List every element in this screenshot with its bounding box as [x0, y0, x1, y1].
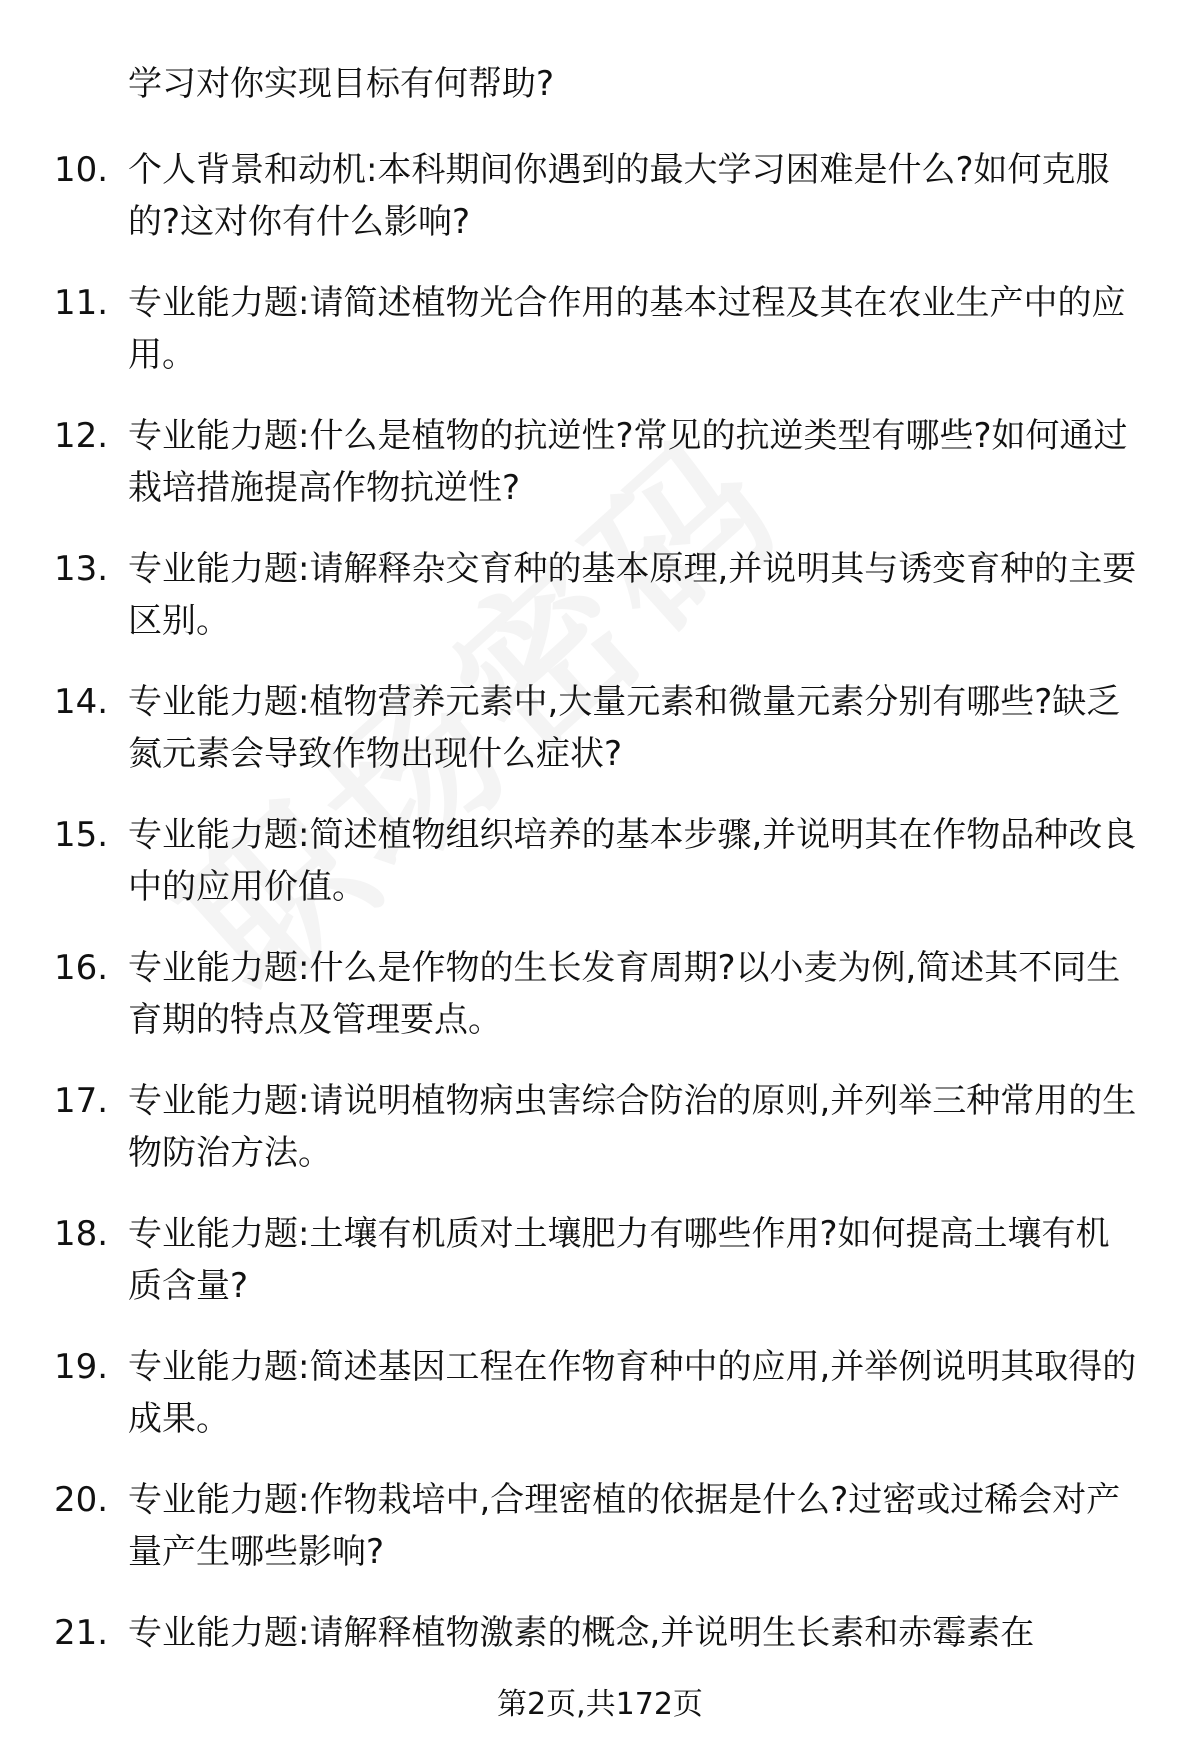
question-number: 18.: [54, 1214, 109, 1254]
question-item: [0, 676, 1200, 809]
question-number: 12.: [54, 416, 109, 456]
question-number: 17.: [54, 1081, 109, 1121]
question-text: 专业能力题:什么是植物的抗逆性?常见的抗逆类型有哪些?如何通过栽培措施提高作物抗逆性?: [128, 416, 1128, 508]
question-text: 专业能力题:植物营养元素中,大量元素和微量元素分别有哪些?缺乏氮元素会导致作物出现什么症状?: [128, 682, 1121, 774]
question-item: [0, 144, 1200, 277]
question-item: [0, 1075, 1200, 1208]
question-text: 专业能力题:请解释植物激素的概念,并说明生长素和赤霉素在: [128, 1613, 1035, 1653]
question-text: 个人背景和动机:本科期间你遇到的最大学习困难是什么?如何克服的?这对你有什么影响?: [128, 150, 1110, 242]
question-item: [0, 809, 1200, 942]
question-text: 专业能力题:请说明植物病虫害综合防治的原则,并列举三种常用的生物防治方法。: [128, 1081, 1137, 1173]
question-number: 20.: [54, 1480, 109, 1520]
question-text: 专业能力题:什么是作物的生长发育周期?以小麦为例,简述其不同生育期的特点及管理要点。: [128, 948, 1121, 1040]
question-item: [0, 543, 1200, 676]
question-number: 16.: [54, 948, 109, 988]
question-number: 15.: [54, 815, 109, 855]
question-text: 专业能力题:请简述植物光合作用的基本过程及其在农业生产中的应用。: [128, 283, 1126, 375]
question-item: [0, 277, 1200, 410]
question-text: 专业能力题:请解释杂交育种的基本原理,并说明其与诱变育种的主要区别。: [128, 549, 1137, 641]
question-number: 14.: [54, 682, 109, 722]
question-text: 专业能力题:土壤有机质对土壤肥力有哪些作用?如何提高土壤有机质含量?: [128, 1214, 1110, 1306]
question-item: [0, 410, 1200, 543]
question-number: 19.: [54, 1347, 109, 1387]
page-footer: 第2页,共172页: [497, 1687, 703, 1722]
question-item: [0, 942, 1200, 1075]
question-number: 10.: [54, 150, 109, 190]
continuation-text: 学习对你实现目标有何帮助?: [128, 64, 555, 104]
question-number: 11.: [54, 283, 109, 323]
question-text: 专业能力题:简述植物组织培养的基本步骤,并说明其在作物品种改良中的应用价值。: [128, 815, 1137, 907]
question-number: 21.: [54, 1613, 109, 1653]
question-text: 专业能力题:作物栽培中,合理密植的依据是什么?过密或过稀会对产量产生哪些影响?: [128, 1480, 1121, 1572]
question-item: [0, 1474, 1200, 1607]
question-list: [0, 144, 1200, 1740]
question-item: [0, 1208, 1200, 1341]
question-number: 13.: [54, 549, 109, 589]
question-text: 专业能力题:简述基因工程在作物育种中的应用,并举例说明其取得的成果。: [128, 1347, 1137, 1439]
question-item: [0, 1341, 1200, 1474]
